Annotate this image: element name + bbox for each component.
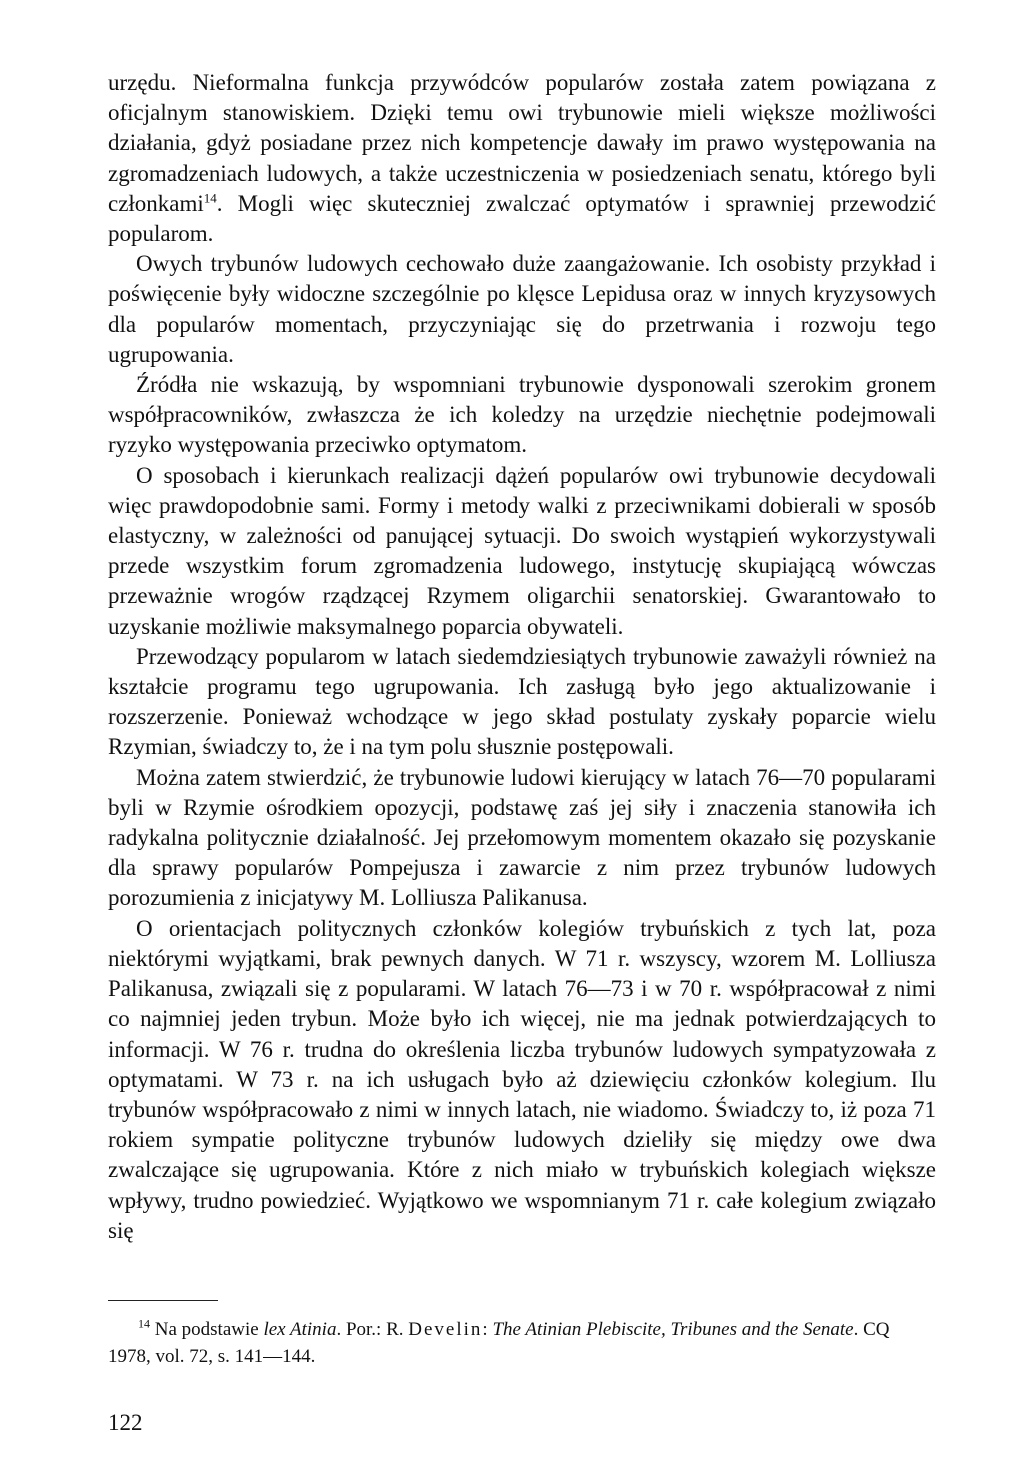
paragraph-1-continuation: . Mogli więc skuteczniej zwalczać optymatów i sprawniej przewodzić popularom. — [108, 190, 936, 247]
page-number: 122 — [108, 1410, 143, 1435]
paragraph-5: Przewodzący popularom w latach siedemdziesiątych trybunowie zaważyli również na kształcie programu tego ugrupowania. Ich zasługą było jego aktualizowanie i rozszerzenie. Ponieważ wchodzące w jego skład postulaty zyskały poparcie wielu Rzymian, świadczy to, że i na tym polu słusznie postępowali. — [108, 643, 936, 760]
paragraph-1 — [108, 68, 936, 249]
paragraph-7: O orientacjach politycznych członków kolegiów trybuńskich z tych lat, poza niektórymi wyjątkami, brak pewnych danych. W 71 r. wszyscy, wzorem M. Lolliusza Palikanusa, związali się z popularami. W latach 76—73 i w 70 r. współpracował z nimi co najmniej jeden trybun. Może było ich więcej, nie ma jednak potwierdzających to informacji. W 76 r. trudna do określenia liczba trybunów ludowych sympatyzowała z optymatami. W 73 r. na ich usługach było aż dziewięciu członków kolegium. Ilu trybunów współpracowało z nimi w innych latach, nie wiadomo. Świadczy to, iż poza 71 rokiem sympatie polityczne trybunów ludowych dzieliły się między owe dwa zwalczające się ugrupowania. Które z nich miało w trybuńskich kolegiach większe wpływy, trudno powiedzieć. Wyjątkowo we wspomnianym 71 r. całe kolegium związało się — [108, 915, 936, 1243]
footnote — [108, 1316, 936, 1370]
footnote-mid: . Por.: R. — [336, 1319, 409, 1340]
paragraph-6: Można zatem stwierdzić, że trybunowie ludowi kierujący w latach 76—70 popularami byli w Rzymie ośrodkiem opozycji, podstawę zaś jej siły i znaczenia stanowiła ich radykalna politycznie działalność. Jej przełomowym momentem okazało się pozyskanie dla sprawy popularów Pompejusza i zawarcie z nim przez trybunów ludowych porozumienia z inicjatywy M. Lolliusza Palikanusa. — [108, 764, 936, 911]
footnote-tail: . CQ 1978, vol. 72, s. 141—144. — [108, 1319, 890, 1367]
footnote-lead: Na podstawie — [154, 1319, 264, 1340]
paragraph-2: Owych trybunów ludowych cechowało duże zaangażowanie. Ich osobisty przykład i poświęcenie były widoczne szczególnie po klęsce Lepidusa oraz w innych kryzysowych dla popularów momentach, przyczyniając się do przetrwania i rozwoju tego ugrupowania. — [108, 251, 936, 367]
paragraph-1-text: urzędu. Nieformalna funkcja przywódców popularów została zatem powiązana z oficjalnym stanowiskiem. Dzięki temu owi trybunowie mieli większe możliwości działania, gdyż posiadane przez nich kompetencje dawały im prawo występowania na zgromadzeniach ludowych, a także uczestniczenia w posiedzeniach senatu, którego byli członkami — [108, 70, 936, 216]
footnote-author: Develin — [408, 1319, 483, 1340]
footnote-reference[interactable]: 14 — [203, 190, 217, 206]
footnote-title: The Atinian Plebiscite, Tribunes and the Senate — [492, 1319, 854, 1340]
footnote-lex: lex Atinia — [263, 1319, 337, 1340]
footnote-marker: 14 — [138, 1316, 150, 1331]
footnote-divider — [108, 1300, 218, 1301]
page-body — [108, 68, 936, 1246]
paragraph-4: O sposobach i kierunkach realizacji dążeń popularów owi trybunowie decydowali więc prawdopodobnie sami. Formy i metody walki z przeciwnikami dobierali w sposób elastyczny, w zależności od panującej sytuacji. Do swoich wystąpień wykorzystywali przede wszystkim forum zgromadzenia ludowego, instytucję skupiającą wówczas przeważnie wrogów rządzącej Rzymem oligarchii senatorskiej. Gwarantowało to uzyskanie możliwie maksymalnego poparcia obywateli. — [108, 462, 936, 639]
paragraph-3: Źródła nie wskazują, by wspomniani trybunowie dysponowali szerokim gronem współpracowników, zwłaszcza że ich koledzy na urzędzie niechętnie podejmowali ryzyko występowania przeciwko optymatom. — [108, 372, 936, 458]
footnote-colon: : — [482, 1319, 493, 1340]
